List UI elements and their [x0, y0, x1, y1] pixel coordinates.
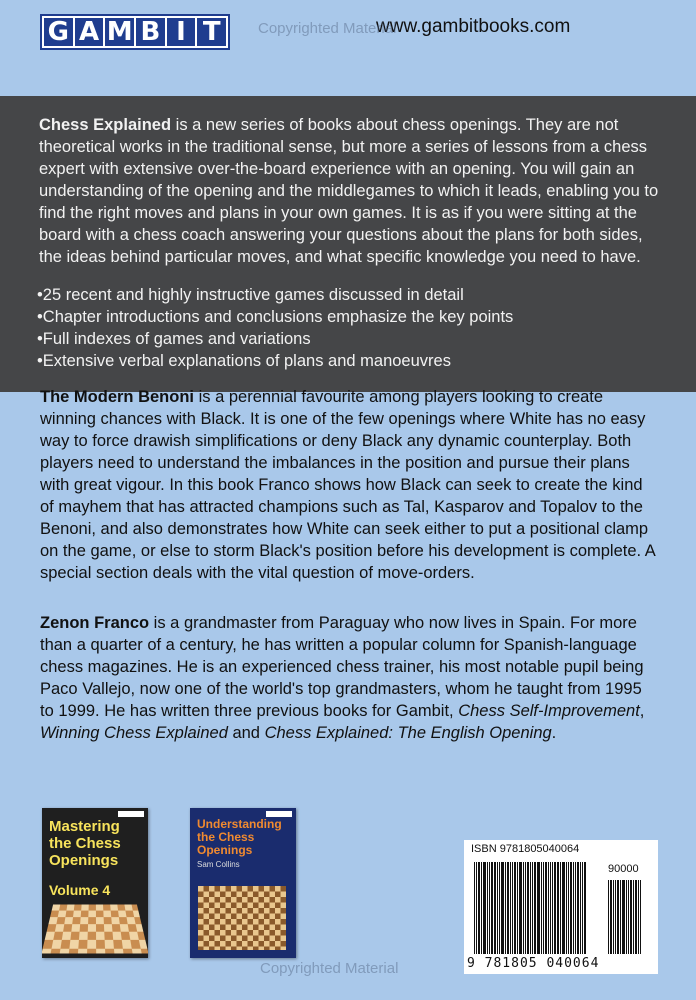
barcode-stripe — [573, 862, 574, 954]
logo-letter: T — [197, 18, 226, 46]
previous-book-title: Chess Explained: The English Opening — [264, 724, 552, 742]
barcode-stripe — [608, 880, 609, 954]
previous-book-title: Winning Chess Explained — [40, 724, 228, 742]
barcode-stripe — [534, 862, 536, 954]
barcode-stripe — [483, 862, 486, 954]
barcode-bars — [474, 862, 602, 954]
barcode-stripe — [613, 880, 614, 954]
barcode-stripe — [580, 862, 581, 954]
series-intro-panel — [0, 96, 696, 392]
barcode-stripe — [557, 862, 559, 954]
barcode-stripe — [552, 862, 553, 954]
barcode — [464, 840, 658, 974]
logo-letter: I — [167, 18, 196, 46]
chessboard-image — [198, 886, 286, 950]
watermark-bottom: Copyrighted Material — [260, 960, 399, 977]
barcode-stripe — [575, 862, 576, 954]
barcode-stripe — [554, 862, 556, 954]
barcode-stripe — [530, 862, 531, 954]
barcode-stripe — [622, 880, 625, 954]
barcode-stripe — [514, 862, 516, 954]
feature-item: • Extensive verbal explanations of plans and manoeuvres — [37, 350, 513, 372]
series-description: is a new series of books about chess openings. They are not theoretical works in the traditional sense, but more a series of lessons from a chess expert with extensive over-the-board experience with an opening. You will gain an understanding of the opening and the middlegames to which it leads, enabling you to find the right moves and plans in your own games. It is as if you were sitting at the board with a chess coach answering your questions about the plans for both sides, the ideas behind particular moves, and what specific knowledge you need to have. — [39, 116, 659, 266]
title-line: the Chess — [49, 835, 121, 852]
author-name: Zenon Franco — [40, 614, 150, 632]
barcode-stripe — [584, 862, 586, 954]
related-book-title — [197, 818, 282, 857]
barcode-stripe — [505, 862, 506, 954]
barcode-stripe — [620, 880, 621, 954]
related-book-cover — [42, 808, 148, 958]
logo-letter: B — [136, 18, 165, 46]
barcode-stripe — [638, 880, 639, 954]
separator: . — [551, 724, 557, 742]
barcode-stripe — [568, 862, 569, 954]
title-line: Understanding — [197, 817, 282, 831]
related-book-volume: Volume 4 — [49, 882, 111, 898]
barcode-stripe — [543, 862, 544, 954]
title-line: Openings — [49, 852, 119, 869]
barcode-stripe — [476, 862, 477, 954]
barcode-stripe — [512, 862, 513, 954]
previous-book-title: Chess Self-Improvement — [458, 702, 640, 720]
barcode-stripe — [491, 862, 493, 954]
related-book-author: Sam Collins — [197, 860, 240, 869]
series-intro-text — [39, 114, 659, 268]
barcode-stripe — [497, 862, 498, 954]
barcode-stripe — [615, 880, 616, 954]
barcode-number: 9 781805 040064 — [467, 956, 600, 971]
barcode-stripe — [487, 862, 488, 954]
barcode-stripe — [541, 862, 542, 954]
barcode-stripe — [630, 880, 632, 954]
watermark-top: Copyrighted Material — [258, 20, 397, 37]
barcode-stripe — [566, 862, 567, 954]
feature-item: • Chapter introductions and conclusions emphasize the key points — [37, 306, 513, 328]
barcode-stripe — [499, 862, 500, 954]
barcode-stripe — [532, 862, 533, 954]
series-name: Chess Explained — [39, 116, 172, 134]
book-title: The Modern Benoni — [40, 388, 194, 406]
book-description — [40, 386, 660, 584]
barcode-stripe — [626, 880, 627, 954]
website-link[interactable]: www.gambitbooks.com — [376, 16, 571, 37]
separator: , — [639, 702, 645, 720]
barcode-stripe — [628, 880, 629, 954]
feature-item: • Full indexes of games and variations — [37, 328, 513, 350]
barcode-stripe — [478, 862, 480, 954]
barcode-stripe — [517, 862, 518, 954]
barcode-stripe — [545, 862, 547, 954]
publisher-tag — [118, 811, 144, 817]
barcode-stripe — [523, 862, 524, 954]
barcode-stripe — [507, 862, 509, 954]
barcode-stripe — [635, 880, 637, 954]
title-line: the Chess — [197, 830, 255, 844]
logo-letter: M — [106, 17, 133, 47]
barcode-stripe — [610, 880, 612, 954]
barcode-stripe — [494, 862, 496, 954]
related-book-cover — [190, 808, 296, 958]
barcode-stripe — [640, 880, 641, 954]
feature-item: • 25 recent and highly instructive games discussed in detail — [37, 284, 513, 306]
barcode-stripe — [527, 862, 529, 954]
barcode-stripe — [510, 862, 511, 954]
barcode-stripe — [548, 862, 549, 954]
isbn-label: ISBN 9781805040064 — [471, 843, 580, 855]
barcode-stripe — [633, 880, 634, 954]
author-bio — [40, 612, 660, 744]
title-line: Mastering — [49, 818, 120, 835]
barcode-stripe — [562, 862, 565, 954]
author-bio-text: is a grandmaster from Paraguay who now lives in Spain. For more than a quarter of a century, he has written a popular column for Spanish-language chess magazines. He is an experienced chess trainer, his most notable pupil being Paco Vallejo, now one of the world's top grandmasters, whom he taught from 1995 to 1999. He has written three previous books for Gambit, — [40, 614, 644, 720]
barcode-stripe — [577, 862, 579, 954]
gambit-logo — [40, 14, 230, 50]
title-line: Openings — [197, 843, 253, 857]
barcode-stripe — [550, 862, 551, 954]
book-description-text: is a perennial favourite among players looking to create winning chances with Black. It is one of the few openings where White has no easy way to force drawish simplifications or deny Black any dynamic counterplay. Both players need to understand the imbalances in the position and pursue their plans with great vigour. In this book Franco shows how Black can seek to create the kind of mayhem that has attracted champions such as Tal, Kasparov and Topalov to the Benoni, and also demonstrates how White can seek either to put a positional clamp on the game, or else to storm Black's position before his development is complete. A special section deals with the vital question of move-orders. — [40, 388, 655, 582]
feature-list — [37, 284, 513, 372]
logo-letter: G — [44, 18, 73, 46]
barcode-stripe — [501, 862, 504, 954]
related-book-title — [49, 818, 121, 869]
barcode-stripe — [481, 862, 482, 954]
barcode-stripe — [617, 880, 619, 954]
barcode-stripe — [560, 862, 561, 954]
chessboard-image — [42, 905, 148, 954]
separator: and — [227, 724, 265, 742]
logo-letter: A — [75, 18, 104, 46]
price-code: 90000 — [608, 863, 639, 875]
barcode-addon-bars — [608, 880, 652, 954]
barcode-stripe — [570, 862, 572, 954]
barcode-stripe — [525, 862, 526, 954]
barcode-stripe — [474, 862, 475, 954]
barcode-stripe — [519, 862, 522, 954]
barcode-stripe — [582, 862, 583, 954]
barcode-stripe — [489, 862, 490, 954]
barcode-stripe — [537, 862, 540, 954]
